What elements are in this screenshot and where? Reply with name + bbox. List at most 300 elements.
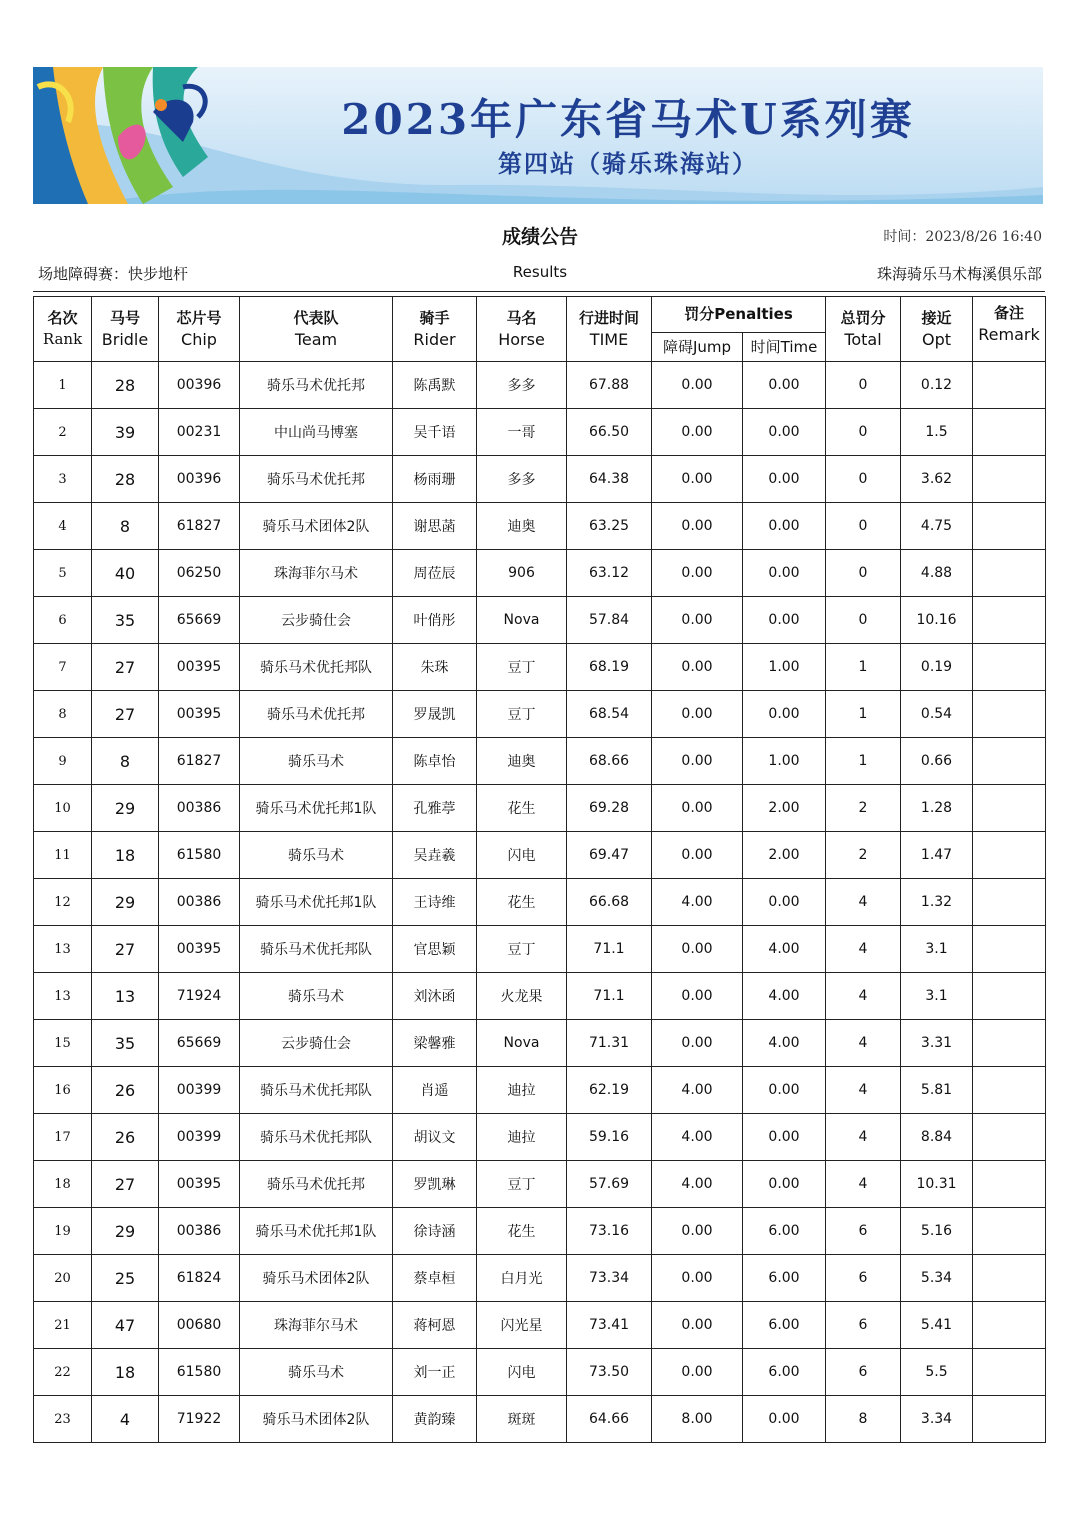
cell-time: 63.12 xyxy=(567,550,652,597)
cell-horse: 豆丁 xyxy=(477,644,567,691)
cell-team: 骑乐马术优托邦1队 xyxy=(240,879,393,926)
cell-chip: 06250 xyxy=(159,550,240,597)
cell-bridle: 27 xyxy=(92,1161,159,1208)
cell-rank: 7 xyxy=(34,644,92,691)
col-time: 行进时间 TIME xyxy=(567,297,652,362)
cell-time: 71.31 xyxy=(567,1020,652,1067)
table-row xyxy=(34,1161,1046,1208)
cell-horse: 斑斑 xyxy=(477,1396,567,1443)
page-title: 成绩公告 xyxy=(501,226,578,248)
cell-rider: 孔雅葶 xyxy=(393,785,477,832)
cell-time-penalty: 1.00 xyxy=(743,738,826,785)
cell-rider: 梁馨雅 xyxy=(393,1020,477,1067)
cell-jump: 0.00 xyxy=(652,1302,743,1349)
cell-rider: 杨雨珊 xyxy=(393,456,477,503)
cell-remark xyxy=(973,1208,1046,1255)
cell-time-penalty: 0.00 xyxy=(743,1067,826,1114)
cell-time: 67.88 xyxy=(567,362,652,409)
col-total: 总罚分 Total xyxy=(826,297,901,362)
cell-team: 骑乐马术团体2队 xyxy=(240,1396,393,1443)
cell-rank: 9 xyxy=(34,738,92,785)
cell-jump: 0.00 xyxy=(652,1255,743,1302)
cell-remark xyxy=(973,409,1046,456)
cell-chip: 65669 xyxy=(159,597,240,644)
cell-team: 骑乐马术 xyxy=(240,738,393,785)
cell-opt: 8.84 xyxy=(901,1114,973,1161)
cell-team: 骑乐马术 xyxy=(240,832,393,879)
cell-team: 中山尚马博塞 xyxy=(240,409,393,456)
cell-rank: 20 xyxy=(34,1255,92,1302)
cell-rank: 11 xyxy=(34,832,92,879)
cell-time-penalty: 4.00 xyxy=(743,1020,826,1067)
cell-time: 57.69 xyxy=(567,1161,652,1208)
cell-remark xyxy=(973,832,1046,879)
cell-bridle: 27 xyxy=(92,691,159,738)
col-time-penalty: 时间Time xyxy=(743,333,826,362)
cell-chip: 61827 xyxy=(159,738,240,785)
cell-team: 骑乐马术团体2队 xyxy=(240,1255,393,1302)
cell-remark xyxy=(973,1396,1046,1443)
cell-chip: 00231 xyxy=(159,409,240,456)
cell-total: 0 xyxy=(826,503,901,550)
cell-rider: 蒋柯恩 xyxy=(393,1302,477,1349)
cell-rank: 17 xyxy=(34,1114,92,1161)
cell-jump: 0.00 xyxy=(652,597,743,644)
cell-remark xyxy=(973,926,1046,973)
cell-remark xyxy=(973,1114,1046,1161)
cell-remark xyxy=(973,1302,1046,1349)
cell-total: 4 xyxy=(826,1114,901,1161)
cell-time: 68.19 xyxy=(567,644,652,691)
table-row xyxy=(34,362,1046,409)
cell-time-penalty: 0.00 xyxy=(743,362,826,409)
cell-horse: 闪光星 xyxy=(477,1302,567,1349)
cell-chip: 61824 xyxy=(159,1255,240,1302)
cell-bridle: 35 xyxy=(92,597,159,644)
cell-rider: 刘一正 xyxy=(393,1349,477,1396)
cell-total: 0 xyxy=(826,362,901,409)
cell-opt: 1.5 xyxy=(901,409,973,456)
cell-opt: 1.32 xyxy=(901,879,973,926)
cell-chip: 00395 xyxy=(159,644,240,691)
cell-jump: 0.00 xyxy=(652,738,743,785)
cell-team: 骑乐马术优托邦队 xyxy=(240,644,393,691)
cell-total: 2 xyxy=(826,785,901,832)
cell-time: 64.38 xyxy=(567,456,652,503)
cell-chip: 61827 xyxy=(159,503,240,550)
table-row xyxy=(34,1020,1046,1067)
cell-rank: 2 xyxy=(34,409,92,456)
cell-horse: Nova xyxy=(477,1020,567,1067)
cell-horse: 豆丁 xyxy=(477,1161,567,1208)
table-row xyxy=(34,738,1046,785)
cell-rider: 朱珠 xyxy=(393,644,477,691)
cell-jump: 0.00 xyxy=(652,1020,743,1067)
cell-rank: 12 xyxy=(34,879,92,926)
cell-remark xyxy=(973,1067,1046,1114)
cell-rider: 胡议文 xyxy=(393,1114,477,1161)
cell-opt: 3.31 xyxy=(901,1020,973,1067)
cell-opt: 10.31 xyxy=(901,1161,973,1208)
cell-rank: 1 xyxy=(34,362,92,409)
cell-remark xyxy=(973,785,1046,832)
cell-horse: 多多 xyxy=(477,362,567,409)
cell-remark xyxy=(973,503,1046,550)
cell-time: 71.1 xyxy=(567,926,652,973)
table-row xyxy=(34,644,1046,691)
cell-time: 68.54 xyxy=(567,691,652,738)
cell-time: 66.68 xyxy=(567,879,652,926)
cell-chip: 00399 xyxy=(159,1114,240,1161)
cell-remark xyxy=(973,1161,1046,1208)
cell-horse: 一哥 xyxy=(477,409,567,456)
cell-rank: 6 xyxy=(34,597,92,644)
cell-time-penalty: 2.00 xyxy=(743,832,826,879)
cell-opt: 3.62 xyxy=(901,456,973,503)
cell-opt: 3.1 xyxy=(901,926,973,973)
cell-chip: 00680 xyxy=(159,1302,240,1349)
cell-rider: 周莅辰 xyxy=(393,550,477,597)
cell-horse: Nova xyxy=(477,597,567,644)
col-team: 代表队 Team xyxy=(240,297,393,362)
cell-bridle: 4 xyxy=(92,1396,159,1443)
cell-jump: 0.00 xyxy=(652,691,743,738)
cell-bridle: 35 xyxy=(92,1020,159,1067)
table-row xyxy=(34,409,1046,456)
col-remark: 备注 Remark xyxy=(973,297,1046,362)
cell-chip: 61580 xyxy=(159,832,240,879)
cell-remark xyxy=(973,1349,1046,1396)
cell-chip: 00396 xyxy=(159,456,240,503)
cell-bridle: 27 xyxy=(92,926,159,973)
cell-jump: 4.00 xyxy=(652,879,743,926)
cell-bridle: 18 xyxy=(92,1349,159,1396)
cell-time: 57.84 xyxy=(567,597,652,644)
cell-horse: 闪电 xyxy=(477,1349,567,1396)
cell-remark xyxy=(973,1020,1046,1067)
cell-rider: 吴垚羲 xyxy=(393,832,477,879)
cell-time: 64.66 xyxy=(567,1396,652,1443)
table-row xyxy=(34,597,1046,644)
cell-rider: 蔡卓桓 xyxy=(393,1255,477,1302)
cell-total: 2 xyxy=(826,832,901,879)
cell-rank: 21 xyxy=(34,1302,92,1349)
cell-opt: 0.54 xyxy=(901,691,973,738)
cell-jump: 0.00 xyxy=(652,503,743,550)
cell-total: 4 xyxy=(826,879,901,926)
cell-horse: 火龙果 xyxy=(477,973,567,1020)
cell-opt: 0.19 xyxy=(901,644,973,691)
cell-chip: 00386 xyxy=(159,879,240,926)
cell-team: 骑乐马术优托邦1队 xyxy=(240,1208,393,1255)
cell-horse: 白月光 xyxy=(477,1255,567,1302)
cell-bridle: 39 xyxy=(92,409,159,456)
cell-total: 4 xyxy=(826,1067,901,1114)
cell-opt: 4.75 xyxy=(901,503,973,550)
cell-total: 0 xyxy=(826,550,901,597)
cell-time-penalty: 0.00 xyxy=(743,691,826,738)
cell-team: 骑乐马术优托邦队 xyxy=(240,926,393,973)
cell-time-penalty: 6.00 xyxy=(743,1255,826,1302)
table-row xyxy=(34,1067,1046,1114)
cell-total: 6 xyxy=(826,1208,901,1255)
cell-chip: 00395 xyxy=(159,1161,240,1208)
cell-opt: 5.81 xyxy=(901,1067,973,1114)
table-row xyxy=(34,503,1046,550)
cell-horse: 花生 xyxy=(477,785,567,832)
cell-team: 珠海菲尔马术 xyxy=(240,550,393,597)
cell-time: 68.66 xyxy=(567,738,652,785)
cell-bridle: 28 xyxy=(92,362,159,409)
cell-time-penalty: 4.00 xyxy=(743,926,826,973)
cell-rider: 罗凯琳 xyxy=(393,1161,477,1208)
cell-remark xyxy=(973,597,1046,644)
cell-remark xyxy=(973,456,1046,503)
cell-rider: 刘沐函 xyxy=(393,973,477,1020)
cell-opt: 1.47 xyxy=(901,832,973,879)
cell-jump: 0.00 xyxy=(652,362,743,409)
cell-bridle: 8 xyxy=(92,503,159,550)
cell-time: 73.16 xyxy=(567,1208,652,1255)
cell-total: 0 xyxy=(826,456,901,503)
cell-bridle: 28 xyxy=(92,456,159,503)
table-row xyxy=(34,879,1046,926)
table-row xyxy=(34,832,1046,879)
cell-bridle: 29 xyxy=(92,1208,159,1255)
cell-rank: 5 xyxy=(34,550,92,597)
table-row xyxy=(34,926,1046,973)
cell-team: 骑乐马术优托邦队 xyxy=(240,1114,393,1161)
cell-chip: 00395 xyxy=(159,926,240,973)
cell-remark xyxy=(973,738,1046,785)
cell-chip: 71924 xyxy=(159,973,240,1020)
cell-total: 0 xyxy=(826,597,901,644)
cell-jump: 0.00 xyxy=(652,1349,743,1396)
cell-rider: 叶俏彤 xyxy=(393,597,477,644)
cell-time-penalty: 0.00 xyxy=(743,1114,826,1161)
cell-chip: 65669 xyxy=(159,1020,240,1067)
cell-bridle: 13 xyxy=(92,973,159,1020)
cell-jump: 8.00 xyxy=(652,1396,743,1443)
cell-rider: 陈卓怡 xyxy=(393,738,477,785)
cell-rank: 3 xyxy=(34,456,92,503)
table-row xyxy=(34,1349,1046,1396)
cell-team: 骑乐马术团体2队 xyxy=(240,503,393,550)
cell-horse: 花生 xyxy=(477,879,567,926)
cell-time-penalty: 0.00 xyxy=(743,1161,826,1208)
cell-rider: 王诗维 xyxy=(393,879,477,926)
cell-total: 1 xyxy=(826,691,901,738)
cell-jump: 0.00 xyxy=(652,832,743,879)
cell-rider: 黄韵臻 xyxy=(393,1396,477,1443)
cell-team: 骑乐马术优托邦 xyxy=(240,362,393,409)
cell-chip: 61580 xyxy=(159,1349,240,1396)
table-row xyxy=(34,1255,1046,1302)
cell-team: 骑乐马术优托邦 xyxy=(240,1161,393,1208)
cell-rank: 23 xyxy=(34,1396,92,1443)
cell-rank: 16 xyxy=(34,1067,92,1114)
cell-total: 6 xyxy=(826,1255,901,1302)
cell-rank: 13 xyxy=(34,926,92,973)
cell-time-penalty: 4.00 xyxy=(743,973,826,1020)
cell-total: 4 xyxy=(826,1020,901,1067)
cell-rank: 13 xyxy=(34,973,92,1020)
cell-jump: 4.00 xyxy=(652,1067,743,1114)
cell-chip: 00386 xyxy=(159,785,240,832)
cell-horse: 豆丁 xyxy=(477,926,567,973)
col-bridle: 马号 Bridle xyxy=(92,297,159,362)
cell-remark xyxy=(973,879,1046,926)
cell-jump: 0.00 xyxy=(652,456,743,503)
results-label: Results xyxy=(512,263,568,281)
cell-time: 71.1 xyxy=(567,973,652,1020)
table-row xyxy=(34,1396,1046,1443)
cell-rider: 吴千语 xyxy=(393,409,477,456)
cell-bridle: 8 xyxy=(92,738,159,785)
cell-time: 73.34 xyxy=(567,1255,652,1302)
table-row xyxy=(34,456,1046,503)
cell-bridle: 29 xyxy=(92,879,159,926)
cell-opt: 0.66 xyxy=(901,738,973,785)
event-name: 场地障碍赛：快步地杆 xyxy=(38,265,189,283)
table-row xyxy=(34,1208,1046,1255)
table-row xyxy=(34,973,1046,1020)
cell-jump: 4.00 xyxy=(652,1161,743,1208)
cell-horse: 迪拉 xyxy=(477,1067,567,1114)
cell-team: 骑乐马术优托邦 xyxy=(240,456,393,503)
header-divider xyxy=(33,291,1045,292)
cell-time: 73.50 xyxy=(567,1349,652,1396)
header-row xyxy=(34,297,1046,333)
cell-time: 59.16 xyxy=(567,1114,652,1161)
col-rider: 骑手 Rider xyxy=(393,297,477,362)
cell-opt: 3.1 xyxy=(901,973,973,1020)
cell-horse: 闪电 xyxy=(477,832,567,879)
cell-opt: 0.12 xyxy=(901,362,973,409)
cell-time: 63.25 xyxy=(567,503,652,550)
cell-remark xyxy=(973,973,1046,1020)
cell-remark xyxy=(973,644,1046,691)
cell-chip: 71922 xyxy=(159,1396,240,1443)
cell-time: 69.47 xyxy=(567,832,652,879)
cell-horse: 迪拉 xyxy=(477,1114,567,1161)
cell-time-penalty: 6.00 xyxy=(743,1302,826,1349)
cell-time-penalty: 6.00 xyxy=(743,1208,826,1255)
cell-bridle: 40 xyxy=(92,550,159,597)
cell-opt: 4.88 xyxy=(901,550,973,597)
col-rank: 名次 Rank xyxy=(34,297,92,362)
cell-time: 73.41 xyxy=(567,1302,652,1349)
cell-total: 1 xyxy=(826,738,901,785)
cell-team: 珠海菲尔马术 xyxy=(240,1302,393,1349)
cell-team: 骑乐马术 xyxy=(240,973,393,1020)
cell-jump: 0.00 xyxy=(652,926,743,973)
cell-time-penalty: 1.00 xyxy=(743,644,826,691)
cell-bridle: 29 xyxy=(92,785,159,832)
cell-rider: 罗晟凯 xyxy=(393,691,477,738)
cell-total: 6 xyxy=(826,1302,901,1349)
table-row xyxy=(34,1114,1046,1161)
cell-rider: 谢思菡 xyxy=(393,503,477,550)
cell-opt: 3.34 xyxy=(901,1396,973,1443)
cell-team: 骑乐马术优托邦队 xyxy=(240,1067,393,1114)
cell-rank: 8 xyxy=(34,691,92,738)
cell-time-penalty: 2.00 xyxy=(743,785,826,832)
cell-time-penalty: 0.00 xyxy=(743,503,826,550)
cell-jump: 0.00 xyxy=(652,785,743,832)
cell-chip: 00399 xyxy=(159,1067,240,1114)
club-name: 珠海骑乐马术梅溪俱乐部 xyxy=(876,265,1042,283)
cell-team: 云步骑仕会 xyxy=(240,597,393,644)
cell-jump: 0.00 xyxy=(652,973,743,1020)
cell-bridle: 27 xyxy=(92,644,159,691)
table-row xyxy=(34,691,1046,738)
cell-jump: 4.00 xyxy=(652,1114,743,1161)
col-chip: 芯片号 Chip xyxy=(159,297,240,362)
cell-bridle: 26 xyxy=(92,1067,159,1114)
cell-jump: 0.00 xyxy=(652,644,743,691)
cell-horse: 906 xyxy=(477,550,567,597)
cell-rider: 肖遥 xyxy=(393,1067,477,1114)
table-row xyxy=(34,1302,1046,1349)
cell-time: 62.19 xyxy=(567,1067,652,1114)
cell-rider: 陈禹默 xyxy=(393,362,477,409)
cell-opt: 1.28 xyxy=(901,785,973,832)
results-table xyxy=(33,296,1046,1443)
cell-time-penalty: 0.00 xyxy=(743,879,826,926)
cell-time-penalty: 0.00 xyxy=(743,597,826,644)
cell-rank: 10 xyxy=(34,785,92,832)
cell-jump: 0.00 xyxy=(652,1208,743,1255)
cell-total: 8 xyxy=(826,1396,901,1443)
cell-jump: 0.00 xyxy=(652,409,743,456)
cell-bridle: 18 xyxy=(92,832,159,879)
cell-rank: 19 xyxy=(34,1208,92,1255)
cell-time-penalty: 0.00 xyxy=(743,1396,826,1443)
cell-bridle: 26 xyxy=(92,1114,159,1161)
cell-horse: 迪奥 xyxy=(477,503,567,550)
cell-horse: 豆丁 xyxy=(477,691,567,738)
col-penalties: 罚分Penalties xyxy=(652,297,826,333)
cell-chip: 00386 xyxy=(159,1208,240,1255)
cell-time: 69.28 xyxy=(567,785,652,832)
cell-total: 0 xyxy=(826,409,901,456)
cell-bridle: 47 xyxy=(92,1302,159,1349)
cell-rank: 22 xyxy=(34,1349,92,1396)
cell-rank: 4 xyxy=(34,503,92,550)
cell-time-penalty: 0.00 xyxy=(743,456,826,503)
cell-bridle: 25 xyxy=(92,1255,159,1302)
cell-opt: 5.5 xyxy=(901,1349,973,1396)
col-jump: 障碍Jump xyxy=(652,333,743,362)
cell-chip: 00395 xyxy=(159,691,240,738)
cell-remark xyxy=(973,691,1046,738)
cell-team: 骑乐马术优托邦1队 xyxy=(240,785,393,832)
cell-team: 云步骑仕会 xyxy=(240,1020,393,1067)
cell-rank: 18 xyxy=(34,1161,92,1208)
cell-remark xyxy=(973,1255,1046,1302)
table-row xyxy=(34,785,1046,832)
cell-jump: 0.00 xyxy=(652,550,743,597)
cell-time-penalty: 0.00 xyxy=(743,550,826,597)
timestamp: 时间：2023/8/26 16:40 xyxy=(883,229,1042,245)
banner-title: 2023年广东省马术U系列赛 xyxy=(341,95,915,144)
cell-total: 4 xyxy=(826,1161,901,1208)
cell-total: 4 xyxy=(826,973,901,1020)
cell-rider: 徐诗涵 xyxy=(393,1208,477,1255)
results-body xyxy=(34,362,1046,1443)
cell-team: 骑乐马术 xyxy=(240,1349,393,1396)
